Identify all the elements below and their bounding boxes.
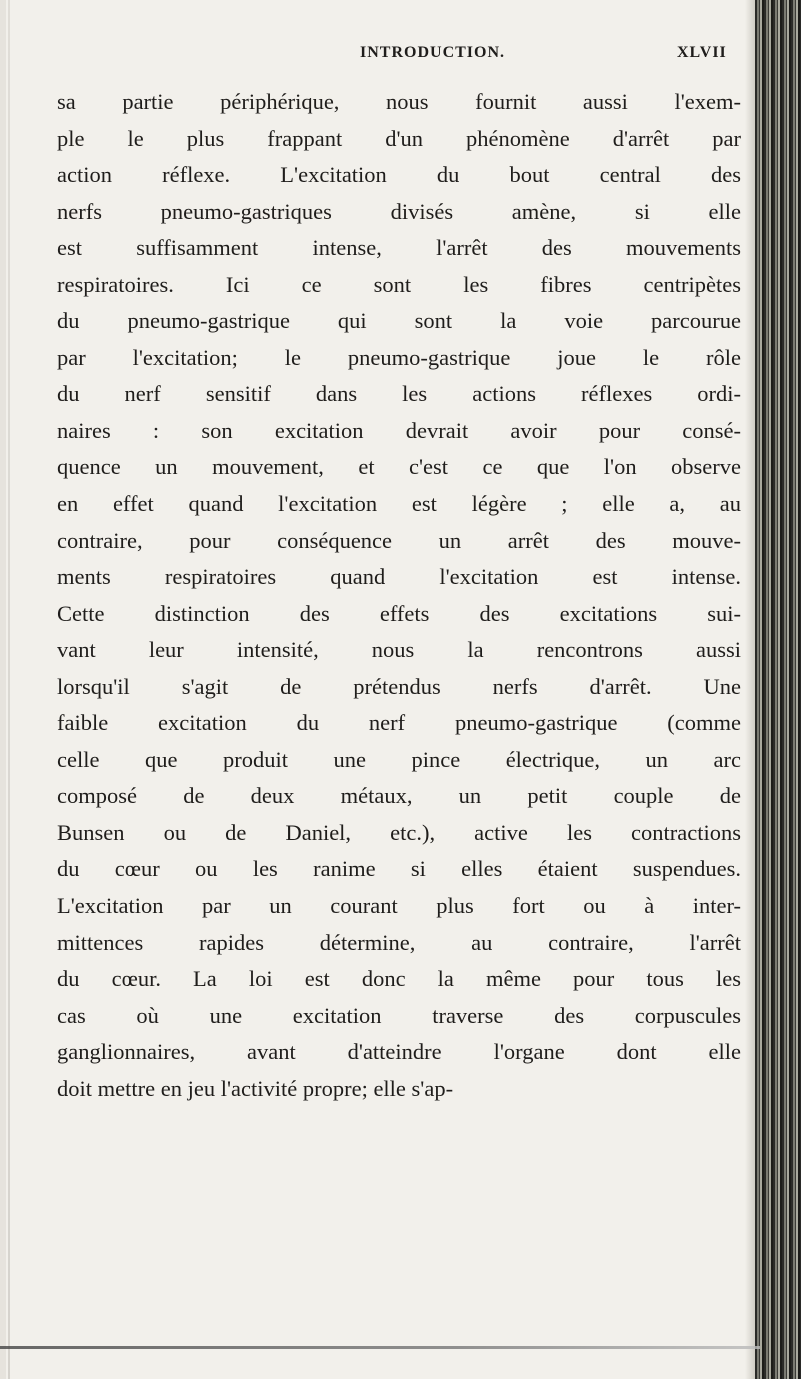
- page-number: XLVII: [677, 44, 727, 61]
- text-line: vant leur intensité, nous la rencontrons aussi: [57, 637, 741, 663]
- page-bottom-edge: [0, 1346, 760, 1349]
- text-line: du pneumo-gastrique qui sont la voie parcourue: [57, 308, 741, 334]
- text-line: doit mettre en jeu l'activité propre; elle s'ap-: [57, 1075, 454, 1101]
- book-binding: [755, 0, 801, 1379]
- text-line: action réflexe. L'excitation du bout central des: [57, 162, 741, 188]
- text-line: du nerf sensitif dans les actions réflexes ordi-: [57, 381, 741, 407]
- text-line: quence un mouvement, et c'est ce que l'on observe: [57, 454, 741, 480]
- text-line: est suffisamment intense, l'arrêt des mouvements: [57, 235, 741, 261]
- text-line: L'excitation par un courant plus fort ou à inter-: [57, 893, 741, 919]
- text-line: naires : son excitation devrait avoir pour consé-: [57, 417, 741, 443]
- page-left-margin: [0, 0, 6, 1379]
- text-line: cas où une excitation traverse des corpuscules: [57, 1002, 741, 1028]
- running-title: INTRODUCTION.: [360, 44, 506, 61]
- text-line: composé de deux métaux, un petit couple de: [57, 783, 741, 809]
- text-line: du cœur ou les ranime si elles étaient suspendues.: [57, 856, 741, 882]
- text-line: Cette distinction des effets des excitations sui-: [57, 600, 741, 626]
- text-line: nerfs pneumo-gastriques divisés amène, si elle: [57, 198, 741, 224]
- text-line: du cœur. La loi est donc la même pour tous les: [57, 966, 741, 992]
- text-line: ments respiratoires quand l'excitation est intense.: [57, 564, 741, 590]
- text-line: Bunsen ou de Daniel, etc.), active les contractions: [57, 819, 741, 845]
- text-line: par l'excitation; le pneumo-gastrique joue le rôle: [57, 344, 741, 370]
- text-line: ple le plus frappant d'un phénomène d'arrêt par: [57, 125, 741, 151]
- text-line: lorsqu'il s'agit de prétendus nerfs d'arrêt. Une: [57, 673, 741, 699]
- text-line: sa partie périphérique, nous fournit aussi l'exem-: [57, 89, 741, 114]
- running-header: [0, 44, 801, 68]
- text-line: faible excitation du nerf pneumo-gastrique (comme: [57, 710, 741, 736]
- binding-shadow: [745, 0, 755, 1379]
- text-line: respiratoires. Ici ce sont les fibres centripètes: [57, 271, 741, 297]
- text-line: mittences rapides détermine, au contraire, l'arrêt: [57, 929, 741, 955]
- page-edge-line: [8, 0, 10, 1379]
- text-line: celle que produit une pince électrique, un arc: [57, 746, 741, 772]
- text-line: ganglionnaires, avant d'atteindre l'organe dont elle: [57, 1039, 741, 1065]
- body-text: [57, 84, 741, 1107]
- text-line: en effet quand l'excitation est légère ; elle a, au: [57, 491, 741, 517]
- text-line: contraire, pour conséquence un arrêt des mouve-: [57, 527, 741, 553]
